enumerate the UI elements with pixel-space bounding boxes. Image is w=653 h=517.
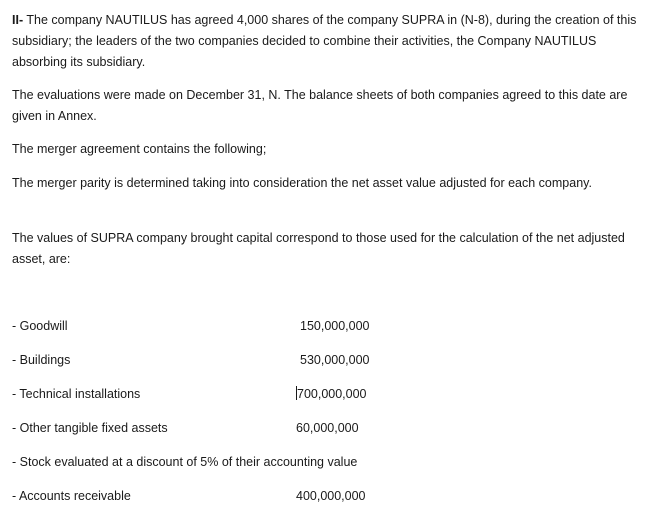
asset-label: - Goodwill (12, 319, 68, 333)
asset-value: 400,000,000 (296, 489, 366, 503)
asset-label: - Stock evaluated at a discount of 5% of their accounting value (12, 455, 358, 469)
paragraph-intro-text: The company NAUTILUS has agreed 4,000 shares of the company SUPRA in (N-8), during the creation of this subsidiary; the leaders of the two companies decided to combine their activities, the Company NAUTILUS absorbing its subsidiary. (12, 13, 637, 69)
asset-row-buildings (12, 350, 642, 370)
asset-row-accounts-receivable (12, 486, 642, 506)
asset-row-other-tangible (12, 418, 642, 438)
asset-label: - Other tangible fixed assets (12, 421, 168, 435)
asset-value: 700,000,000 (297, 387, 367, 401)
asset-row-goodwill (12, 316, 642, 336)
asset-row-technical-installations (12, 384, 642, 404)
paragraph-merger-agreement: The merger agreement contains the following; (12, 142, 267, 156)
asset-label: - Buildings (12, 353, 71, 367)
asset-label: - Technical installations (12, 387, 141, 401)
asset-value-with-cursor[interactable] (296, 384, 367, 404)
asset-value: 60,000,000 (296, 421, 359, 435)
paragraph-values: The values of SUPRA company brought capital correspond to those used for the calculation of the net adjusted asset, are: (12, 231, 625, 266)
asset-value: 150,000,000 (300, 319, 370, 333)
paragraph-intro (12, 10, 642, 73)
paragraph-merger-parity: The merger parity is determined taking into consideration the net asset value adjusted for each company. (12, 176, 592, 190)
paragraph-evaluations: The evaluations were made on December 31, N. The balance sheets of both companies agreed to this date are given in Annex. (12, 88, 628, 123)
section-number: II- (12, 13, 24, 27)
asset-label: - Accounts receivable (12, 489, 131, 503)
asset-row-stock (12, 452, 642, 472)
asset-value: 530,000,000 (300, 353, 370, 367)
